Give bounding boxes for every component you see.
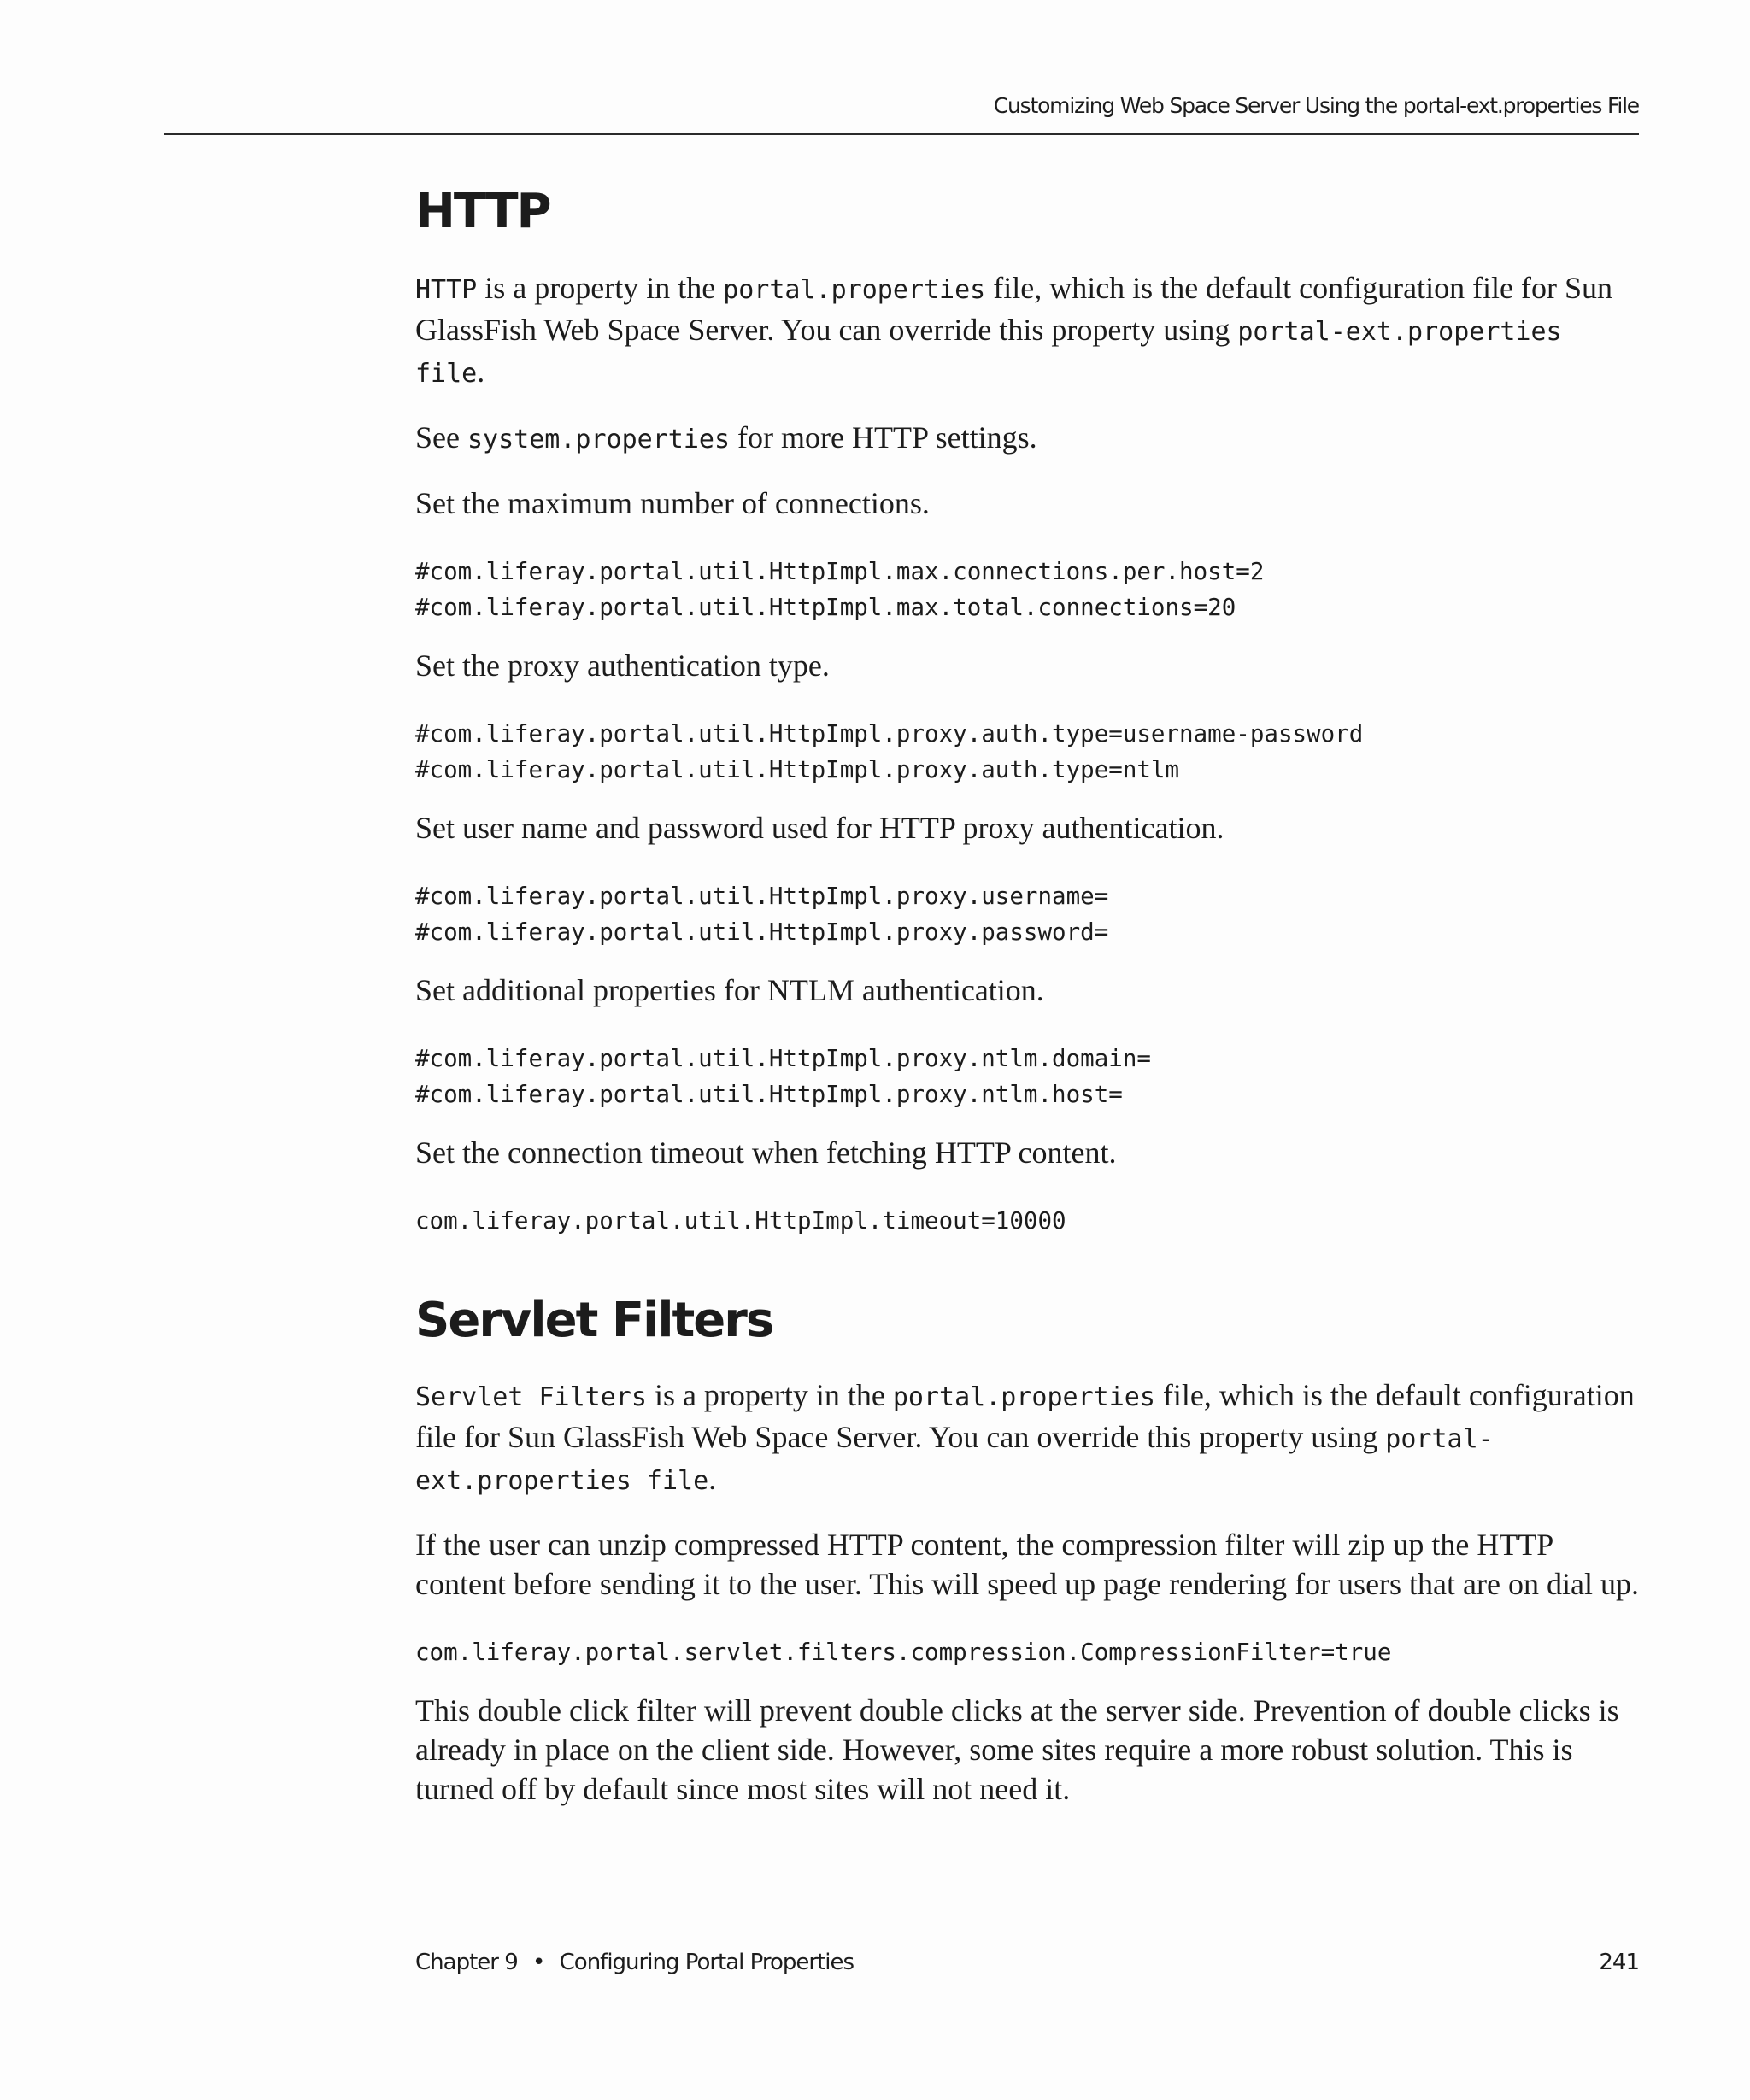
code-block-proxy-type	[415, 716, 1639, 788]
code-line: #com.liferay.portal.util.HttpImpl.proxy.password=	[415, 918, 1109, 946]
compression-paragraph: If the user can unzip compressed HTTP content, the compression filter will zip up the HTTP content before sending it to the user. This will speed up page rendering for users that are on dial up.	[415, 1528, 1639, 1601]
code-block-timeout	[415, 1203, 1639, 1239]
code-line: #com.liferay.portal.util.HttpImpl.proxy.auth.type=username-password	[415, 720, 1364, 748]
inline-code: Servlet Filters	[415, 1382, 647, 1412]
code-block-ntlm	[415, 1041, 1639, 1112]
chapter-label: Chapter 9	[415, 1950, 518, 1975]
inline-code: portal-ext.properties file	[415, 1424, 1494, 1496]
code-line: com.liferay.portal.servlet.filters.compression.CompressionFilter=true	[415, 1639, 1392, 1666]
double-click-paragraph: This double click filter will prevent double clicks at the server side. Prevention of double clicks is already in place on the client side. However, some sites require a more robust solution. This is turned off by default since most sites will not need it.	[415, 1693, 1619, 1806]
proxy-user-paragraph: Set user name and password used for HTTP proxy authentication.	[415, 811, 1224, 845]
timeout-paragraph: Set the connection timeout when fetching HTTP content.	[415, 1135, 1117, 1170]
see-paragraph: See system.properties for more HTTP settings.	[415, 420, 1037, 455]
http-intro-paragraph: HTTP is a property in the portal.properties file, which is the default configuration file for Sun GlassFish Web Space Server. You can override this property using portal-ext.properties file.	[415, 271, 1613, 389]
proxy-type-paragraph: Set the proxy authentication type.	[415, 648, 830, 683]
code-line: #com.liferay.portal.util.HttpImpl.proxy.username=	[415, 883, 1109, 910]
code-block-max-connections	[415, 554, 1639, 625]
max-connections-paragraph: Set the maximum number of connections.	[415, 486, 930, 520]
inline-code: system.properties	[467, 425, 731, 455]
running-header	[164, 82, 1639, 135]
page-footer	[415, 1950, 1639, 1992]
chapter-title: Configuring Portal Properties	[559, 1950, 854, 1975]
code-block-compression	[415, 1634, 1639, 1670]
ntlm-paragraph: Set additional properties for NTLM authentication.	[415, 973, 1044, 1007]
code-line: #com.liferay.portal.util.HttpImpl.proxy.auth.type=ntlm	[415, 756, 1180, 783]
section-heading-http: HTTP	[415, 184, 550, 239]
page-number: 241	[1599, 1950, 1639, 1975]
bullet-separator: •	[532, 1950, 545, 1975]
inline-code: portal-ext.properties file	[415, 317, 1562, 389]
running-title: Customizing Web Space Server Using the portal-ext.properties File	[993, 93, 1639, 118]
code-line: #com.liferay.portal.util.HttpImpl.max.connections.per.host=2	[415, 558, 1265, 585]
page-content	[415, 178, 1639, 1809]
code-block-proxy-user	[415, 878, 1639, 950]
code-line: com.liferay.portal.util.HttpImpl.timeout=10000	[415, 1207, 1066, 1235]
inline-code: portal.properties	[892, 1382, 1155, 1412]
code-line: #com.liferay.portal.util.HttpImpl.proxy.ntlm.domain=	[415, 1045, 1151, 1072]
code-line: #com.liferay.portal.util.HttpImpl.max.total.connections=20	[415, 594, 1236, 621]
code-line: #com.liferay.portal.util.HttpImpl.proxy.ntlm.host=	[415, 1081, 1123, 1108]
servlet-intro-paragraph: Servlet Filters is a property in the portal.properties file, which is the default configuration file for Sun GlassFish Web Space Server. You can override this property using portal-ext.properties file.	[415, 1378, 1635, 1496]
inline-code: portal.properties	[723, 275, 986, 305]
section-heading-servlet-filters: Servlet Filters	[415, 1293, 773, 1348]
inline-code: HTTP	[415, 275, 478, 305]
footer-chapter	[415, 1950, 854, 1975]
